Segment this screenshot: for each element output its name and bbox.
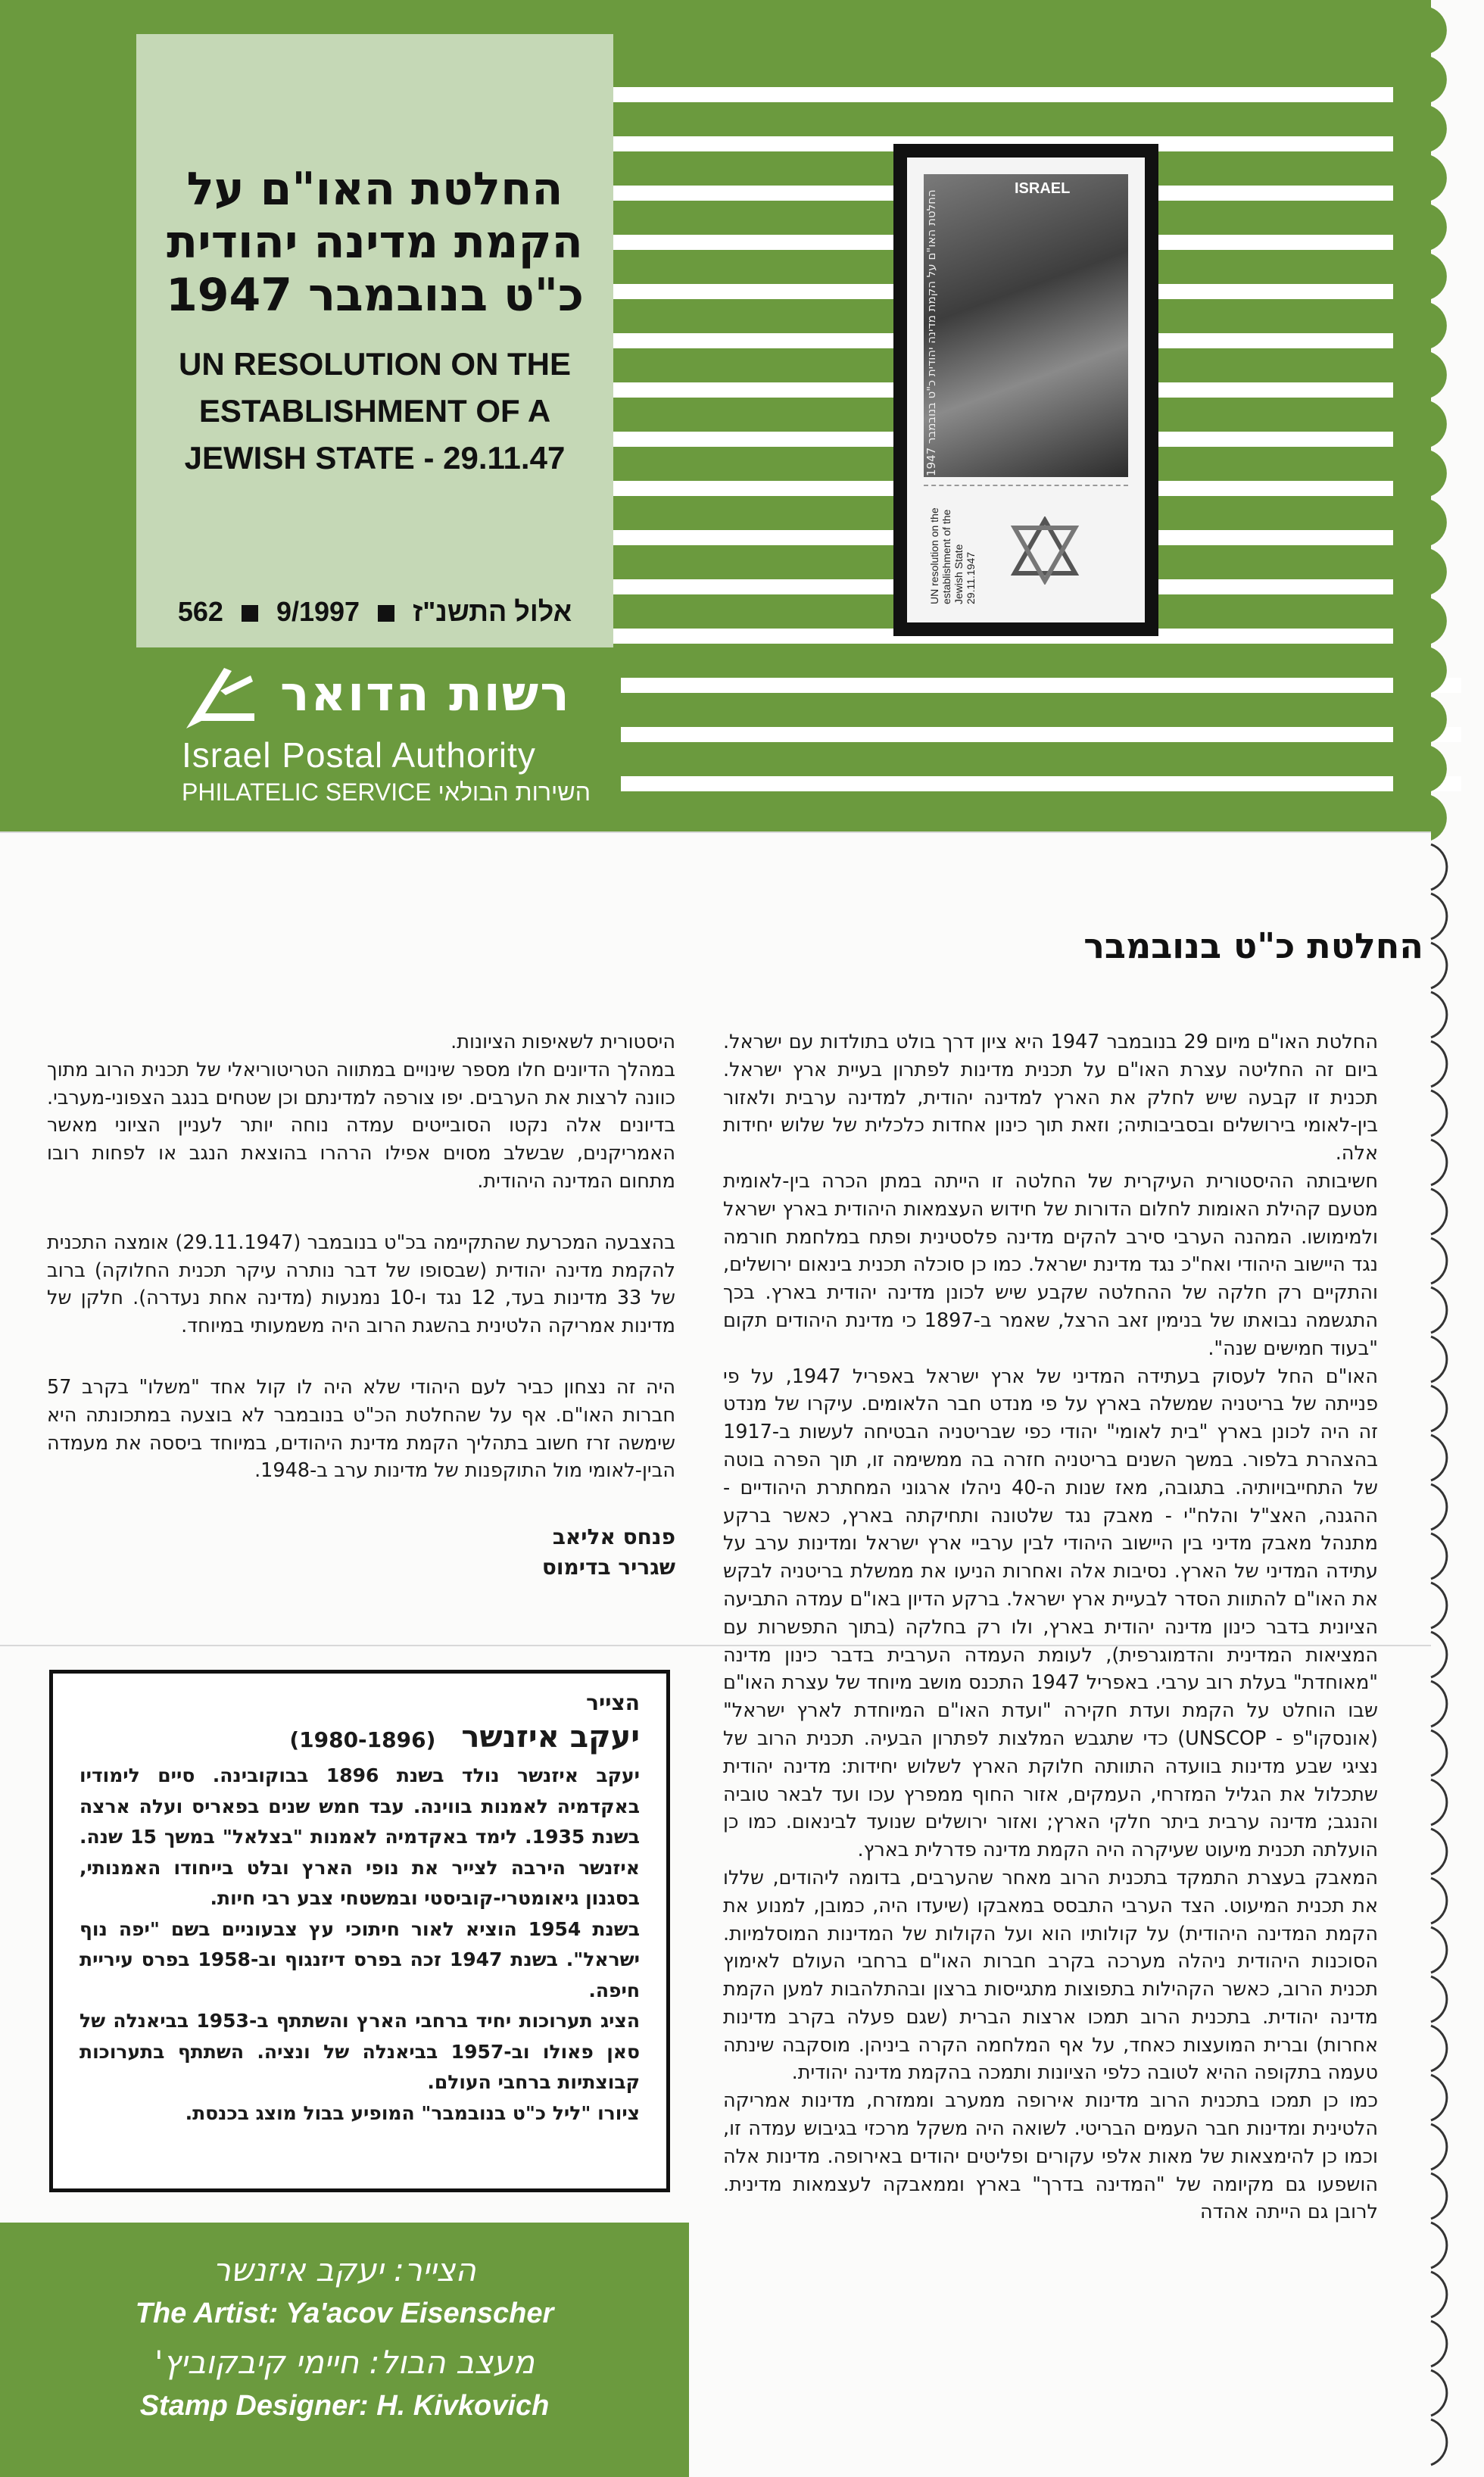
artist-bio xyxy=(80,1761,640,2129)
scallop xyxy=(1431,2124,1447,2170)
scallop xyxy=(1431,1533,1447,1579)
signature xyxy=(47,1522,675,1583)
issue-line xyxy=(136,596,613,628)
scallop xyxy=(1431,1780,1447,1825)
scallop xyxy=(1431,2075,1447,2120)
scallop xyxy=(1431,1976,1447,2022)
scallop xyxy=(1431,2321,1447,2366)
stamp xyxy=(907,158,1145,622)
scallop xyxy=(1431,2370,1447,2416)
stamp-country: ISRAEL xyxy=(1015,180,1071,197)
artist-box xyxy=(49,1670,670,2192)
square-bullet-icon xyxy=(242,605,258,622)
scallop xyxy=(1431,598,1447,644)
scallop xyxy=(1431,549,1447,594)
scallop xyxy=(1431,2026,1447,2071)
scallop xyxy=(1431,1140,1447,1185)
scallop xyxy=(1431,647,1447,693)
credit-artist-english: The Artist: Ya'acov Eisenscher xyxy=(135,2298,554,2329)
article-paragraph: כמו כן תמכו בתכנית הרוב מדינות אירופה ממערב וממזרח, מדינות אמריקה הלטינית ומדינות חבר העמים הבריטי. לשואה היה משקל מרכזי בגיבוש עמדה זו, וכמו כן להימצאות של מאות אלפי עקורים ופליטים יהודים באירופה. מדינות אלה הושפעו גם מקיומה של "המדינה בדרך" בארץ וממאבקה לעצמאות מדינית. לרובן גם הייתה אהדה xyxy=(723,2089,1378,2224)
hebrew-title-line: כ"ט בנובמבר 1947 xyxy=(166,269,584,322)
artist-role: הצייר xyxy=(586,1690,640,1715)
article-paragraph: במהלך הדיונים חלו מספר שינויים במתווה הטריטוריאלי של תכנית הרוב מתוך כוונה לרצות את הערבים. יפו צורפה למדינתם וכן שטחים בנגב הצפוני-מערבי. בדיונים אלה נקטו הסובייטים עמדה נוחה יותר לעניין הציוני מאשר האמריקנים, שבשלב מסוים אפילו הרהרו בהוצאת הנגב או לפחות רובו מתחום המדינה היהודית. xyxy=(47,1058,675,1193)
scallop xyxy=(1431,2272,1447,2317)
scallop xyxy=(1431,303,1447,348)
issue-date: 9/1997 xyxy=(276,596,360,627)
scallop xyxy=(1431,1238,1447,1284)
fold-line xyxy=(0,831,1431,833)
scallop xyxy=(1431,254,1447,299)
scallop xyxy=(1431,1632,1447,1677)
scallop xyxy=(1431,1878,1447,1923)
square-bullet-icon xyxy=(378,605,394,622)
stripe xyxy=(621,678,1461,693)
stamp-tab xyxy=(924,485,1128,611)
scallop xyxy=(1431,1337,1447,1382)
scallop xyxy=(1431,1189,1447,1234)
philatelic-service-en: PHILATELIC SERVICE xyxy=(182,778,432,806)
stamp-tab-text: UN resolution on the establishment of the Jewish State 29.11.1947 xyxy=(928,507,977,604)
scallop xyxy=(1431,992,1447,1037)
scallop xyxy=(1431,2419,1447,2465)
stripe xyxy=(591,87,1431,102)
scallop xyxy=(1431,204,1447,250)
title-panel xyxy=(136,34,613,647)
scallop xyxy=(1431,57,1447,102)
english-title-line: ESTABLISHMENT OF A xyxy=(198,393,551,429)
logo-english-text: Israel Postal Authority xyxy=(182,735,536,775)
scallop xyxy=(1431,1829,1447,1874)
issue-hebrew-date: אלול התשנ"ז xyxy=(413,596,572,627)
scallop xyxy=(1431,155,1447,201)
postal-authority-logo xyxy=(174,651,598,825)
scallop xyxy=(1431,894,1447,939)
logo-hebrew-text: רשות הדואר xyxy=(280,666,571,722)
artist-bio-paragraph: הציג תערוכות יחיד ברחבי הארץ והשתתף ב-1953 בביאנלה של סאן פאולו וב-1957 בביאנלה של ונציה. השתתף בתערוכות קבוצתיות ברחבי העולם. xyxy=(80,2010,640,2093)
hebrew-title xyxy=(136,163,613,322)
hebrew-title-line: הקמת מדינה יהודית xyxy=(167,216,583,269)
artist-bio-paragraph: יעקב איזנשר נולד בשנת 1896 בבוקובינה. סיים לימודיו באקדמיה לאמנות בווינה. עבד חמש שנים בפאריס ועלה ארצה בשנת 1935. לימד באקדמיה לאמנות "בצלאל" במשך 15 שנה. איזנשר הירבה לצייר את נופי הארץ ובלט בייחודו האמנותי, בסגנון גיאומטרי-קוביסטי ובמשטחי צבע רבי חיות. xyxy=(80,1764,641,1909)
article-paragraph: החלטת האו"ם מיום 29 בנובמבר 1947 היא ציון דרך בולט בתולדות עם ישראל. ביום זה החליטה עצרת האו"ם על תכנית מדינות לפתרון בעיית ארץ ישראל. תכנית זו קבעה שיש לחלק את הארץ למדינה יהודית, למדינה ערבית ולאזור בין-לאומי בירושלים ובסביבותיה; וזאת תוך כינון אחדות כלכלית של שלוש יחידות אלה. xyxy=(723,1031,1378,1165)
credit-designer-hebrew: מעצב הבול: חיימי קיבקוביץ' xyxy=(154,2344,535,2381)
star-of-david-figures-icon xyxy=(1007,516,1083,585)
philatelic-service-he: השירות הבולאי xyxy=(438,778,591,806)
signature-title: שגריר בדימוס xyxy=(541,1555,675,1580)
scallop xyxy=(1431,1484,1447,1530)
scallop xyxy=(1431,1090,1447,1136)
english-title-line: UN RESOLUTION ON THE xyxy=(178,346,571,382)
credit-designer-english: Stamp Designer: H. Kivkovich xyxy=(139,2390,550,2422)
postal-logo-icon xyxy=(179,660,262,736)
scallop xyxy=(1431,106,1447,151)
scalloped-edge xyxy=(1393,0,1484,2477)
scallop xyxy=(1431,1041,1447,1087)
scallop xyxy=(1431,2223,1447,2268)
green-banner xyxy=(0,0,1431,831)
stamp-artwork xyxy=(924,174,1128,477)
english-title xyxy=(136,341,613,482)
article-right-column xyxy=(723,1028,1378,2226)
scallop xyxy=(1431,401,1447,447)
artist-heading xyxy=(80,1720,640,1755)
scallop xyxy=(1431,746,1447,791)
article-left-column xyxy=(47,1028,675,1485)
scallop xyxy=(1431,1730,1447,1776)
issue-number: 562 xyxy=(177,596,223,627)
article-paragraph: היה זה נצחון כביר לעם היהודי שלא היה לו קול אחד "משלו" בקרב 57 חברות האו"ם. אף על שהחלטת הכ"ט בנובמבר לא בוצעה במתכונתה היא שימשה זרז חשוב בתהליך הקמת מדינת היהודים, במיוחד ביססה את מעמדה הבין-לאומי מול התוקפנות של מדינות ערב ב-1948. xyxy=(47,1375,675,1483)
scallop xyxy=(1431,1435,1447,1480)
scallop xyxy=(1431,697,1447,742)
scallop xyxy=(1431,795,1447,841)
artist-bio-paragraph: ציורו "ליל כ"ט בנובמבר" המופיע בבול מוצג בכנסת. xyxy=(185,2101,640,2124)
scallop xyxy=(1431,1927,1447,1973)
english-title-line: JEWISH STATE - 29.11.47 xyxy=(184,440,566,476)
stamp-side-text: החלטת האו"ם על הקמת מדינה יהודית כ"ט בנובמבר 1947 xyxy=(924,189,938,476)
scallop xyxy=(1431,451,1447,496)
scallop xyxy=(1431,1386,1447,1431)
article-paragraph: בהצבעה המכרעת שהתקיימה בכ"ט בנובמבר (29.11.1947) אומצה התכנית להקמת מדינה יהודית (שבסופו של דבר נותרה עיקר תכנית החלוקה) ברוב של 33 מדינות בעד, 12 נגד ו-10 נמנעות (מדינה אחת נעדרה). חלקן של מדינות אמריקה הלטינית בהשגת הרוב היה משמעותי במיוחד. xyxy=(47,1231,675,1338)
scallop xyxy=(1431,1287,1447,1333)
stripe xyxy=(621,727,1461,742)
scallop xyxy=(1431,2173,1447,2219)
philatelic-service xyxy=(182,778,591,806)
scallop xyxy=(1431,844,1447,890)
scallop xyxy=(1431,500,1447,545)
artist-years: (1980-1896) xyxy=(289,1727,436,1752)
signature-name: פנחס אליאב xyxy=(552,1524,675,1549)
article-paragraph: האו"ם החל לעסוק בעתידה המדיני של ארץ ישראל באפריל 1947, על פי פנייתה של בריטניה שמשלה בארץ על פי מנדט חבר הלאומים. עיקרו של מנדט זה היה לכונן בארץ "בית לאומי" יהודי כפי שבריטניה הבטיחה לעשות ב-1917 בהצהרת בלפור. במשך השנים בריטניה חזרה בה ממשימה זו, תוך הפרה בוטה של התחייבויותיה. בתגובה, מאז שנות ה-40 ניהלו ארגוני המחתרת היהודיים - ההגנה, האצ"ל והלח"י - מאבק נגד שלטונה ותחיקתה בארץ, כאשר ברקע מתנהל מאבק מדיני בין היישוב היהודי לבין ערביי ארץ ישראל ומדינות ערב על עתידה המדיני של הארץ. נסיבות אלה ואחרות הניעו את ממשלת בריטניה לבקש את האו"ם להתוות הסדר לבעיית ארץ ישראל. ברקע הדיון באו"ם עמדה התביעה הציונית בדבר כינון מדינה יהודית בארץ, ולו רק בחלקה (בתוך התפשרות עם המציאות המדינית והדמוגרפית), לעומת העמדה הערבית בדבר כינון מדינה "מאוחדת" בעלת רוב ערבי. באפריל 1947 התכנס מושב מיוחד של עצרת האו"ם שבו הוחלט על הקמת ועדת חקירה "ועדת האו"ם המיוחדת לארץ ישראל" (אונסקו"פ - UNSCOP) כדי שתגבש המלצות לפתרון הבעיה. תכנית הרוב של נציגי שבע מדינות בוועדה התוותה חלוקת הארץ לשלוש יחידות: מדינה יהודית שתכלול את הגליל המזרחי, העמקים, אזור החוף ממפרץ עכו ועד לבאר טוביה והנגב; מדינה ערבית ביתר חלקי הארץ; ואזור ירושלים שנועד לבינאום. כמו כן הועלתה תכנית מיעוט שעיקרה היה הקמת מדינה פדרלית בארץ. xyxy=(723,1365,1379,1862)
credits-box xyxy=(0,2223,689,2477)
scallop xyxy=(1431,1681,1447,1727)
article-title: החלטת כ"ט בנובמבר xyxy=(1083,925,1423,966)
hebrew-title-line: החלטת האו"ם על xyxy=(186,163,563,216)
article-paragraph: היסטורית לשאיפות הציונות. xyxy=(450,1031,675,1053)
artist-bio-paragraph: בשנת 1954 הוציא לאור חיתוכי עץ צבעוניים בשם "יפה נוף ישראל". בשנת 1947 זכה בפרס דיזנגוף וב-1958 בפרס עיריית חיפה. xyxy=(80,1917,640,2001)
credit-artist-hebrew: הצייר: יעקב איזנשר xyxy=(213,2251,476,2288)
article-paragraph: חשיבותה ההיסטורית העיקרית של החלטה זו הייתה במתן הכרה בין-לאומית מטעם קהילת האומות לחלום הדורות של חידוש העצמאות היהודית בארץ ישראל ולמימושו. המהנה הערבי סירב להקים מדינה פלסטינית ופתח במלחמת חורמה נגד היישוב היהודי ואח"כ נגד מדינת ישראל. כמו כן סוכלה תכנית בינאום ירושלים, והתקיים רק חלקה של ההחלטה שקבע שיש לכונן מדינה יהודית בארץ. בכך התגשמה נבואתו של בנימין זאב הרצל, שאמר ב-1897 כי מדינת היהודים תקום "בעוד חמישים שנה". xyxy=(723,1169,1379,1360)
stripe xyxy=(621,776,1461,791)
stamp-frame xyxy=(893,144,1158,636)
scallop xyxy=(1431,1583,1447,1628)
scallop xyxy=(1431,352,1447,398)
scallop xyxy=(1431,943,1447,988)
scallop xyxy=(1431,8,1447,53)
article-paragraph: המאבק בעצרת התמקד בתכנית הרוב מאחר שהערבים, בדומה ליהודים, שללו את תכנית המיעוט. הצד הערבי התבסס במאבקו (שיעדו היה, כמובן, למנוע את הקמת המדינה היהודית) על קולותיו הוא ועל הקולות של המדינות המוסלמיות. הסוכנות היהודית ניהלה מערכה בקרב חברות האו"ם ברחבי העולם לאימוץ תכנית הרוב, כאשר הקהילות בתפוצות מתגייסות ברצון ובהתלהבות למען הקמת מדינה יהודית. בתכנית הרוב תמכו ארצות הברית (שגם פעלה בקרב מדינות אחרות) וברית המועצות כאחד, על אף המלחמה הקרה ביניהן. מוסקבה שינתה טעמה בתקופה ההיא לטובה כלפי הציונות ותמכה בהקמת מדינה יהודית. xyxy=(723,1866,1378,2085)
artist-name: יעקב איזנשר xyxy=(461,1720,640,1755)
